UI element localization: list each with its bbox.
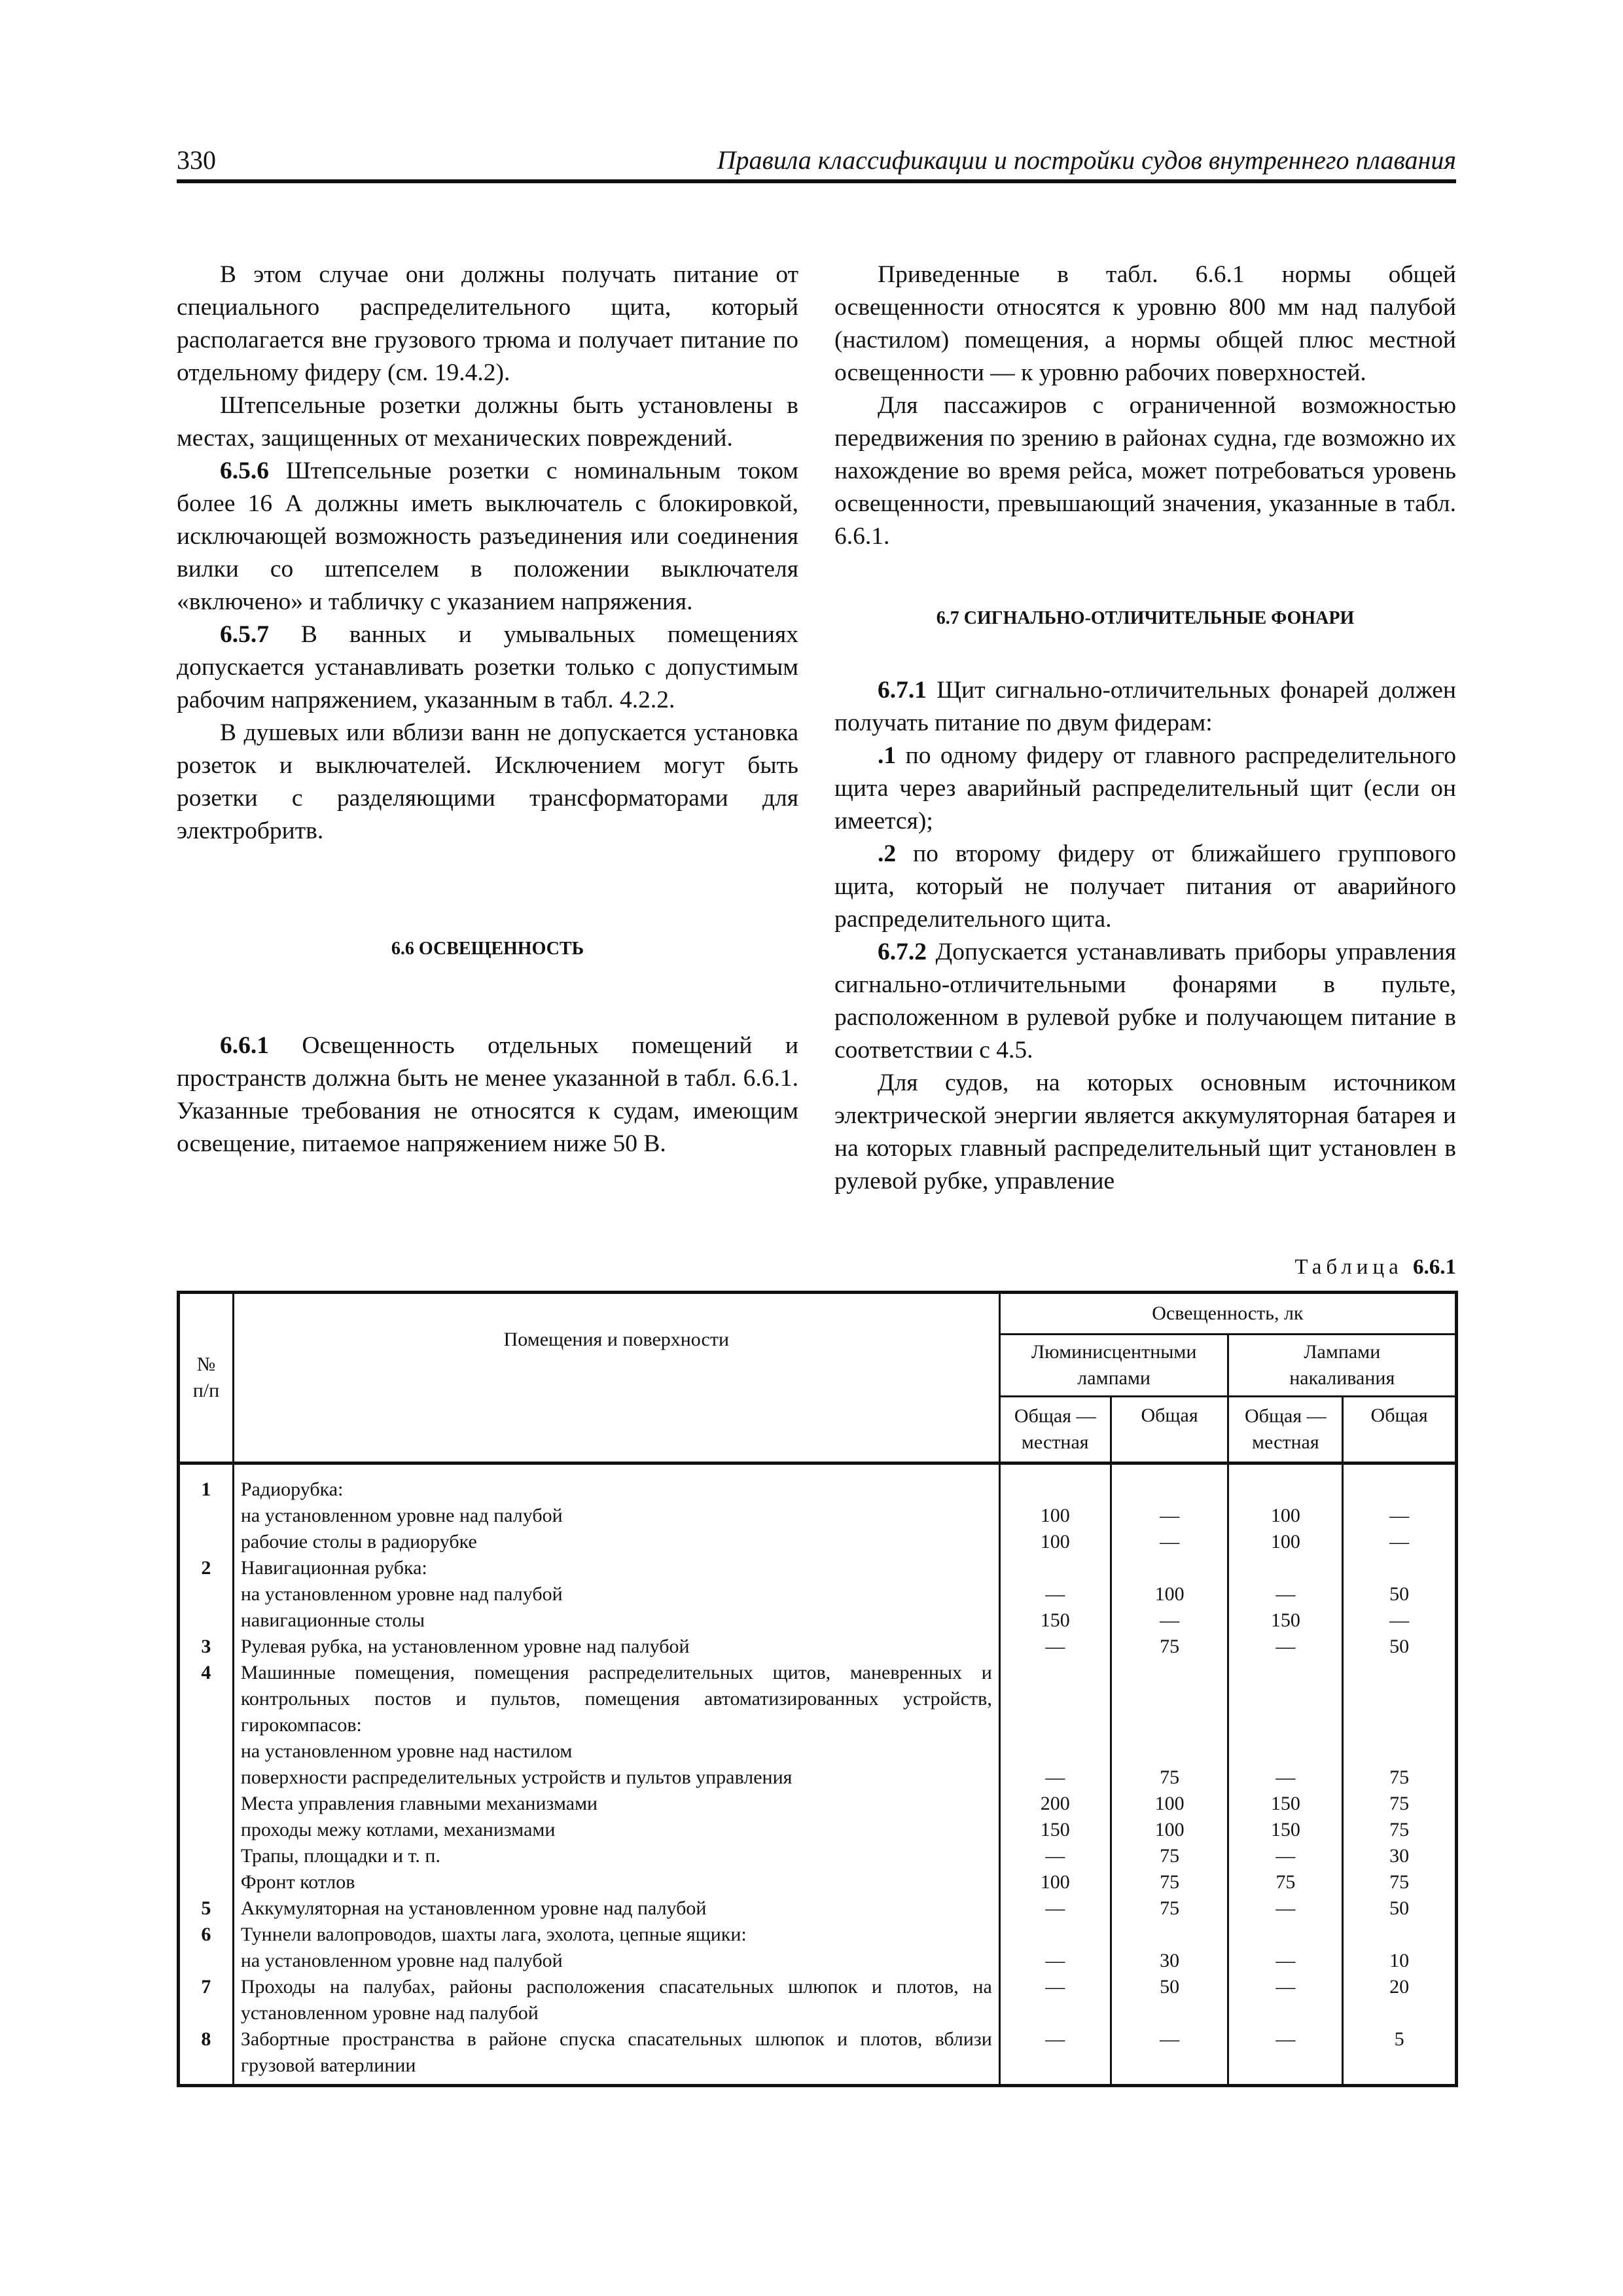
table-row: [179, 1922, 1457, 1948]
row-description: Навигационная рубка:: [233, 1555, 999, 1581]
row-number: 4: [179, 1660, 234, 1738]
row-value: 75: [1111, 1843, 1228, 1869]
row-number: [179, 1869, 234, 1895]
row-value: —: [1343, 1503, 1457, 1529]
row-value: —: [999, 1581, 1111, 1607]
row-description: Проходы на палубах, районы расположения спасательных шлюпок и плотов, на установленном уровне над палубой: [233, 1974, 999, 2026]
table-row: [179, 1869, 1457, 1895]
table-row: [179, 1463, 1457, 1503]
table-row: [179, 1503, 1457, 1529]
table-row: [179, 1529, 1457, 1555]
row-value: —: [999, 1895, 1111, 1922]
row-value: 5: [1343, 2026, 1457, 2086]
paragraph: Приведенные в табл. 6.6.1 нормы общей освещенности относятся к уровню 800 мм над палубой (настилом) помещения, а нормы общей плюс местной освещенности — к уровню рабочих поверхностей.: [834, 261, 1456, 386]
right-column: [834, 259, 1456, 1198]
clause-number: .2: [878, 840, 897, 867]
row-value: —: [999, 1843, 1111, 1869]
row-value: 30: [1111, 1948, 1228, 1974]
row-value: —: [999, 1948, 1111, 1974]
row-number: 2: [179, 1555, 234, 1581]
row-value: [1343, 1555, 1457, 1581]
row-value: 75: [1111, 1634, 1228, 1660]
header-num: № п/п: [179, 1293, 234, 1463]
row-number: [179, 1791, 234, 1817]
paragraph: [177, 455, 798, 619]
row-value: 150: [1228, 1817, 1343, 1843]
row-value: 20: [1343, 1974, 1457, 2026]
row-value: —: [999, 1634, 1111, 1660]
table-row: [179, 1974, 1457, 2026]
row-number: [179, 1738, 234, 1765]
table-caption-number: 6.6.1: [1413, 1255, 1456, 1279]
row-value: [1111, 1922, 1228, 1948]
row-value: —: [1228, 2026, 1343, 2086]
row-value: —: [1111, 2026, 1228, 2086]
paragraph-text: Щит сигнально-отличительных фонарей должен получать питание по двум фидерам:: [834, 677, 1456, 736]
clause-number: 6.6.1: [220, 1032, 269, 1059]
row-value: 100: [1111, 1817, 1228, 1843]
header-general-local: Общая — местная: [1228, 1397, 1343, 1463]
row-description: Фронт котлов: [233, 1869, 999, 1895]
row-value: [999, 1463, 1111, 1503]
row-description: проходы межу котлами, механизмами: [233, 1817, 999, 1843]
row-value: 50: [1343, 1634, 1457, 1660]
row-value: 100: [1111, 1581, 1228, 1607]
paragraph-text: Освещенность отдельных помещений и пространств должна быть не менее указанной в табл. 6.6.1. Указанные требования не относятся к судам, имеющим освещение, питаемое напряжением ниже 50 В.: [177, 1032, 798, 1157]
row-value: [1111, 1738, 1228, 1765]
row-value: —: [1343, 1607, 1457, 1634]
header-rooms: Помещения и поверхности: [233, 1293, 999, 1463]
row-value: —: [1228, 1634, 1343, 1660]
row-value: —: [1228, 1843, 1343, 1869]
row-value: 100: [1228, 1529, 1343, 1555]
table-body: [179, 1463, 1457, 2086]
row-value: —: [999, 2026, 1111, 2086]
row-value: [1343, 1660, 1457, 1738]
row-number: 6: [179, 1922, 234, 1948]
row-description: поверхности распределительных устройств и пультов управления: [233, 1765, 999, 1791]
row-number: [179, 1765, 234, 1791]
section-heading: 6.7 СИГНАЛЬНО-ОТЛИЧИТЕЛЬНЫЕ ФОНАРИ: [936, 608, 1355, 628]
row-value: [999, 1660, 1111, 1738]
row-number: [179, 1843, 234, 1869]
paragraph-text: по второму фидеру от ближайшего группового щита, который не получает питания от аварийного распределительного щита.: [834, 840, 1456, 933]
row-value: —: [1228, 1895, 1343, 1922]
page-header: [177, 145, 1456, 183]
row-value: [1343, 1738, 1457, 1765]
row-value: —: [1228, 1581, 1343, 1607]
row-number: [179, 1817, 234, 1843]
row-value: 75: [1343, 1817, 1457, 1843]
paragraph-text: Допускается устанавливать приборы управления сигнально-отличительными фонарями в пульте, расположенном в рулевой рубке и получающем питание в соответствии с 4.5.: [834, 939, 1456, 1064]
paragraph: Штепсельные розетки должны быть установлены в местах, защищенных от механических повреждений.: [177, 392, 798, 452]
row-number: [179, 1581, 234, 1607]
paragraph: Для пассажиров с ограниченной возможностью передвижения по зрению в районах судна, где возможно их нахождение во время рейса, может потребоваться уровень освещенности, превышающий значения, указанные в табл. 6.6.1.: [834, 392, 1456, 550]
clause-number: .1: [878, 742, 897, 769]
row-description: на установленном уровне над палубой: [233, 1581, 999, 1607]
clause-number: 6.7.2: [878, 939, 927, 965]
table-row: [179, 1634, 1457, 1660]
row-value: [1228, 1463, 1343, 1503]
row-value: [1111, 1660, 1228, 1738]
row-number: 5: [179, 1895, 234, 1922]
row-description: Трапы, площадки и т. п.: [233, 1843, 999, 1869]
clause-number: 6.7.1: [878, 677, 927, 704]
row-value: 100: [999, 1869, 1111, 1895]
row-value: 50: [1343, 1895, 1457, 1922]
paragraph: [834, 936, 1456, 1067]
paragraph: [834, 740, 1456, 838]
table-row: [179, 1765, 1457, 1791]
row-value: —: [1111, 1607, 1228, 1634]
row-description: Рулевая рубка, на установленном уровне над палубой: [233, 1634, 999, 1660]
table-row: [179, 1817, 1457, 1843]
section-heading: 6.6 ОСВЕЩЕННОСТЬ: [391, 939, 584, 959]
table-caption-word: Таблица: [1294, 1255, 1403, 1279]
table-row: [179, 1738, 1457, 1765]
row-value: 100: [1111, 1791, 1228, 1817]
row-value: 75: [1343, 1869, 1457, 1895]
row-value: 30: [1343, 1843, 1457, 1869]
row-value: 100: [999, 1529, 1111, 1555]
row-value: —: [999, 1974, 1111, 2026]
table-caption: [1294, 1255, 1456, 1280]
row-description: Места управления главными механизмами: [233, 1791, 999, 1817]
row-description: на установленном уровне над настилом: [233, 1738, 999, 1765]
header-incandescent: Лампами накаливания: [1228, 1335, 1457, 1397]
row-value: 75: [1111, 1869, 1228, 1895]
clause-number: 6.5.6: [220, 457, 269, 484]
row-number: [179, 1607, 234, 1634]
row-value: 75: [1228, 1869, 1343, 1895]
row-value: 100: [1228, 1503, 1343, 1529]
row-value: 50: [1343, 1581, 1457, 1607]
left-column: [177, 259, 798, 1160]
paragraph: [177, 619, 798, 717]
row-value: 150: [1228, 1791, 1343, 1817]
row-value: 75: [1111, 1895, 1228, 1922]
header-illumination: Освещенность, лк: [999, 1293, 1456, 1335]
paragraph: В этом случае они должны получать питание от специального распределительного щита, который располагается вне грузового трюма и получает питание по отдельному фидеру (см. 19.4.2).: [177, 261, 798, 386]
paragraph-text: Штепсельные розетки с номинальным током более 16 А должны иметь выключатель с блокировкой, исключающей возможность разъединения или соединения вилки со штепселем в положении выключателя «включено» и табличку с указанием напряжения.: [177, 457, 798, 615]
table-row: [179, 2026, 1457, 2086]
row-number: [179, 1948, 234, 1974]
paragraph-text: по одному фидеру от главного распределительного щита через аварийный распределительный щит (если он имеется);: [834, 742, 1456, 834]
row-value: [1343, 1922, 1457, 1948]
row-number: [179, 1503, 234, 1529]
row-number: 7: [179, 1974, 234, 2026]
row-value: [1111, 1463, 1228, 1503]
row-description: Туннели валопроводов, шахты лага, эхолота, цепные ящики:: [233, 1922, 999, 1948]
row-value: 75: [1343, 1765, 1457, 1791]
header-general: Общая: [1343, 1397, 1457, 1463]
header-general-local: Общая — местная: [999, 1397, 1111, 1463]
row-value: [999, 1922, 1111, 1948]
row-value: [1111, 1555, 1228, 1581]
row-value: 200: [999, 1791, 1111, 1817]
paragraph: [834, 838, 1456, 936]
row-value: —: [1111, 1529, 1228, 1555]
row-value: [999, 1555, 1111, 1581]
row-description: рабочие столы в радиорубке: [233, 1529, 999, 1555]
row-description: на установленном уровне над палубой: [233, 1948, 999, 1974]
row-value: [999, 1738, 1111, 1765]
row-value: 75: [1343, 1791, 1457, 1817]
row-value: —: [1111, 1503, 1228, 1529]
row-value: 150: [999, 1817, 1111, 1843]
row-value: [1228, 1738, 1343, 1765]
row-value: 100: [999, 1503, 1111, 1529]
row-description: навигационные столы: [233, 1607, 999, 1634]
paragraph: Для судов, на которых основным источником электрической энергии является аккумуляторная батарея и на которых главный распределительный щит установлен в рулевой рубке, управление: [834, 1069, 1456, 1194]
paragraph-text: В ванных и умывальных помещениях допускается устанавливать розетки только с допустимым рабочим напряжением, указанным в табл. 4.2.2.: [177, 621, 798, 713]
running-title: Правила классификации и постройки судов внутреннего плавания: [717, 145, 1456, 175]
table-row: [179, 1948, 1457, 1974]
row-value: 10: [1343, 1948, 1457, 1974]
row-value: [1228, 1555, 1343, 1581]
row-description: на установленном уровне над палубой: [233, 1503, 999, 1529]
paragraph: [834, 674, 1456, 740]
table-row: [179, 1607, 1457, 1634]
row-value: 150: [1228, 1607, 1343, 1634]
table-row: [179, 1555, 1457, 1581]
row-value: —: [999, 1765, 1111, 1791]
illumination-table: [177, 1291, 1458, 2087]
table-row: [179, 1843, 1457, 1869]
row-value: —: [1343, 1529, 1457, 1555]
header-fluorescent: Люминисцентными лампами: [999, 1335, 1228, 1397]
row-number: [179, 1529, 234, 1555]
row-value: —: [1228, 1948, 1343, 1974]
clause-number: 6.5.7: [220, 621, 269, 648]
row-description: Забортные пространства в районе спуска спасательных шлюпок и плотов, вблизи грузовой ватерлинии: [233, 2026, 999, 2086]
table-row: [179, 1895, 1457, 1922]
row-description: Радиорубка:: [233, 1463, 999, 1503]
table-row: [179, 1791, 1457, 1817]
row-value: —: [1228, 1974, 1343, 2026]
row-value: —: [1228, 1765, 1343, 1791]
row-number: 3: [179, 1634, 234, 1660]
table-row: [179, 1581, 1457, 1607]
row-value: 150: [999, 1607, 1111, 1634]
row-number: 8: [179, 2026, 234, 2086]
table-row: [179, 1660, 1457, 1738]
row-value: [1228, 1922, 1343, 1948]
row-value: [1228, 1660, 1343, 1738]
row-number: 1: [179, 1463, 234, 1503]
page-number: 330: [177, 145, 216, 175]
row-value: 50: [1111, 1974, 1228, 2026]
paragraph: В душевых или вблизи ванн не допускается установка розеток и выключателей. Исключением могут быть розетки с разделяющими трансформаторами для электробритв.: [177, 719, 798, 844]
header-general: Общая: [1111, 1397, 1228, 1463]
row-description: Машинные помещения, помещения распределительных щитов, маневренных и контрольных постов и пультов, помещения автоматизированных устройств, гирокомпасов:: [233, 1660, 999, 1738]
row-description: Аккумуляторная на установленном уровне над палубой: [233, 1895, 999, 1922]
row-value: [1343, 1463, 1457, 1503]
row-value: 75: [1111, 1765, 1228, 1791]
paragraph: [177, 1030, 798, 1160]
